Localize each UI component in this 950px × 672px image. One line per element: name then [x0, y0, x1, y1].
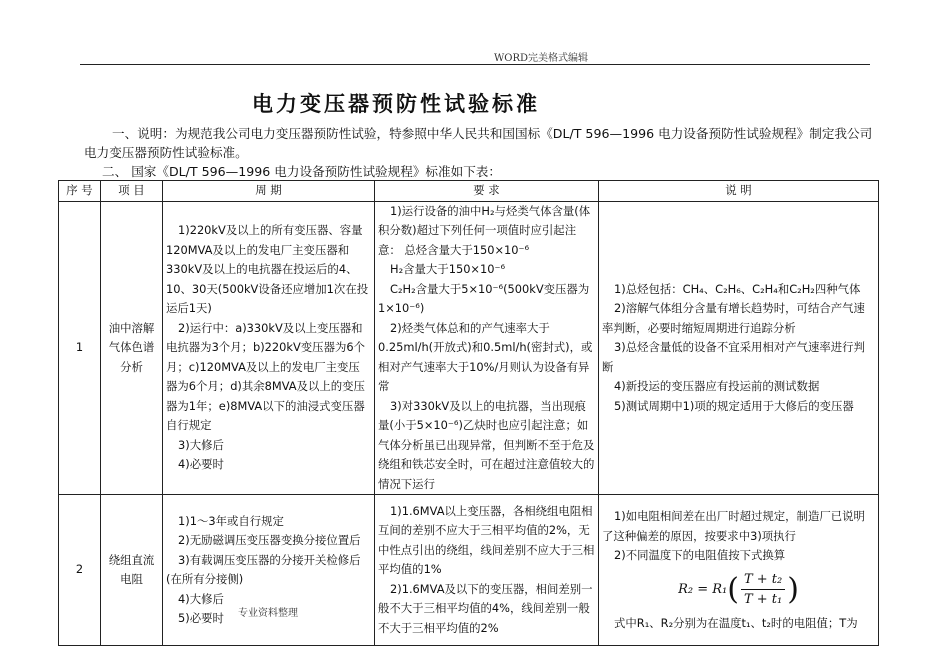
- table-row: [59, 495, 879, 646]
- requirement-line: C₂H₂含量大于5×10⁻⁶(500kV变压器为1×10⁻⁶): [378, 281, 590, 315]
- note-line: 1)如电阻相间差在出厂时超过规定，制造厂已说明了这种偏差的原因，按要求中3)项执行: [602, 509, 865, 543]
- requirement-line: 3)对330kV及以上的电抗器，当出现痕量(小于5×10⁻⁶)乙炔时也应引起注意；如气体分析虽已出现异常，但判断不至于危及绕组和铁芯安全时，可在超过注意值较大的情况下运行: [378, 398, 595, 491]
- header-item: 项 目: [101, 181, 163, 202]
- period-line: 2)运行中：a)330kV及以上变压器和电抗器为3个月；b)220kV变压器为6个月；c)120MVA及以上的发电厂主变压器为6个月；d)其余8MVA及以上的变压器为1年；e)8MVA以下的油浸式变压器自行规定: [166, 320, 365, 432]
- note-line: 5)测试周期中1)项的规定适用于大修后的变压器: [614, 398, 854, 413]
- document-title: 电力变压器预防性试验标准: [252, 92, 540, 116]
- intro-paragraph-1: 一、说明：为规范我公司电力变压器预防性试验，特参照中华人民共和国国标《DL/T 596—1996 电力设备预防性试验规程》制定我公司电力变压器预防性试验标准。: [84, 126, 873, 160]
- requirement-line: 1)1.6MVA以上变压器，各相绕组电阻相互间的差别不应大于三相平均值的2%，无中性点引出的绕组，线间差别不应大于三相平均值的1%: [378, 503, 595, 577]
- note-line: 2)不同温度下的电阻值按下式换算: [614, 548, 786, 562]
- table-header-row: [59, 181, 879, 202]
- header-period: 周 期: [163, 181, 375, 202]
- header-note: 说 明: [599, 181, 879, 202]
- period-line: 3)大修后: [178, 437, 224, 452]
- row-period: [163, 495, 375, 646]
- formula-fraction: [741, 570, 785, 610]
- header-no: 序 号: [59, 181, 101, 202]
- period-line: 1)220kV及以上的所有变压器、容量120MVA及以上的发电厂主变压器和330kV及以上的电抗器在投运后的4、10、30天(500kV设备还应增加1次在投运后1天): [166, 223, 369, 315]
- formula-lhs: R₂ = R₁: [678, 581, 728, 597]
- requirement-line: 2)烃类气体总和的产气速率大于0.25ml/h(开放式)和0.5ml/h(密封式)，或相对产气速率大于10%/月则认为设备有异常: [378, 320, 593, 393]
- standards-table: [58, 180, 879, 646]
- formula-numerator: T + t₂: [741, 570, 785, 591]
- period-line: 2)无励磁调压变压器变换分接位置后: [178, 533, 361, 547]
- row-period: [163, 201, 375, 495]
- header-rule: [80, 64, 870, 65]
- intro-paragraph-2: 二、 国家《DL/T 596—1996 电力设备预防性试验规程》标准如下表：: [102, 164, 501, 179]
- requirement-line: 1)运行设备的油中H₂与烃类气体含量(体积分数)超过下列任何一项值时应引起注意： 总烃含量大于150×10⁻⁶: [378, 203, 591, 257]
- row-number: 1: [59, 201, 101, 495]
- note-line: 4)新投运的变压器应有投运前的测试数据: [614, 379, 820, 393]
- period-line: 5)必要时: [178, 611, 224, 625]
- row-requirement: [375, 495, 599, 646]
- period-line: 3)有载调压变压器的分接开关检修后(在所有分接侧): [166, 552, 361, 586]
- formula-paren-right: ): [787, 571, 799, 607]
- header-text: WORD完美格式编辑: [493, 53, 588, 64]
- table-row: [59, 201, 879, 495]
- requirement-line: 2)1.6MVA及以下的变压器，相间差别一般不大于三相平均值的4%，线间差别一般不大于三相平均值的2%: [378, 581, 593, 635]
- requirement-line: H₂含量大于150×10⁻⁶: [390, 262, 506, 276]
- period-line: 4)大修后: [178, 591, 224, 606]
- resistance-formula: [602, 566, 875, 614]
- note-line: 式中R₁、R₂分别为在温度t₁、t₂时的电阻值；T为: [614, 615, 858, 630]
- header-requirement: 要 求: [375, 181, 599, 202]
- row-number: 2: [59, 495, 101, 646]
- formula-paren-left: (: [727, 571, 739, 607]
- note-line: 1)总烃包括：CH₄、C₂H₆、C₂H₄和C₂H₂四种气体: [614, 281, 861, 296]
- page-footer: 专业资料整理: [238, 608, 298, 619]
- note-line: 2)溶解气体组分含量有增长趋势时，可结合产气速率判断，必要时缩短周期进行追踪分析: [602, 301, 865, 335]
- row-requirement: [375, 201, 599, 495]
- row-note: [599, 201, 879, 495]
- row-item: 绕组直流电阻: [101, 495, 163, 646]
- row-note: [599, 495, 879, 646]
- note-line: 3)总烃含量低的设备不宜采用相对产气速率进行判断: [602, 340, 865, 374]
- formula-denominator: T + t₁: [743, 592, 783, 607]
- period-line: 4)必要时: [178, 457, 224, 471]
- row-item: 油中溶解气体色谱分析: [101, 201, 163, 495]
- page-header: [0, 48, 950, 64]
- period-line: 1)1～3年或自行规定: [178, 513, 284, 528]
